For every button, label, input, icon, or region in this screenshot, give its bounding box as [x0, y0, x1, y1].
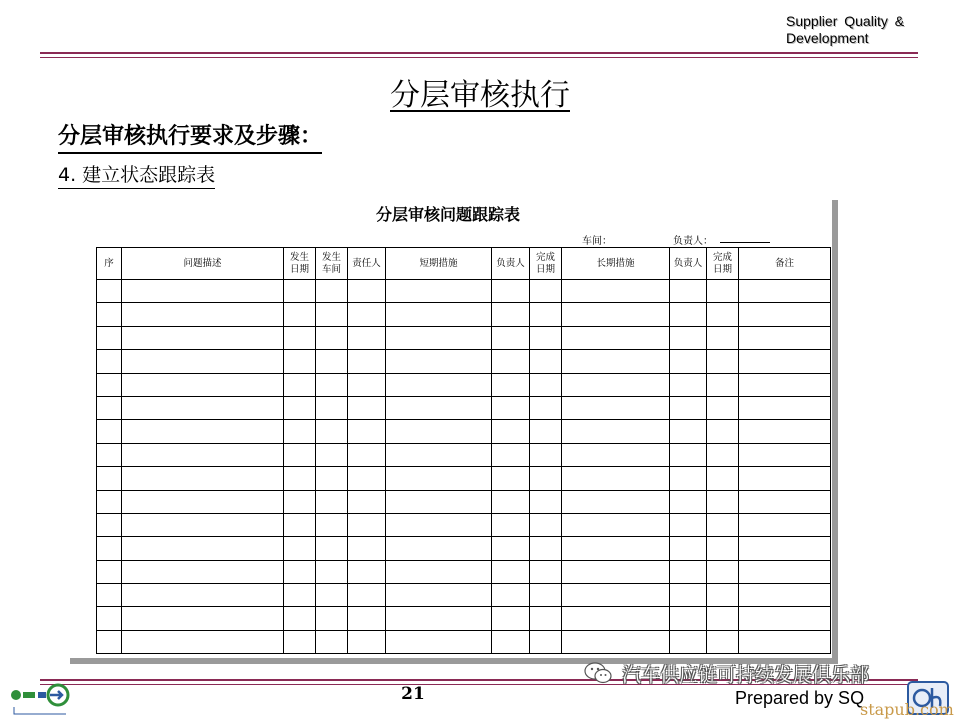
table-cell [348, 490, 386, 513]
table-cell [284, 537, 316, 560]
table-row [97, 537, 831, 560]
table-cell [739, 513, 831, 536]
table-cell [707, 537, 739, 560]
table-cell [348, 443, 386, 466]
table-row [97, 560, 831, 583]
table-cell [707, 513, 739, 536]
table-cell [707, 467, 739, 490]
table-cell [284, 467, 316, 490]
table-cell [284, 584, 316, 607]
table-cell [739, 630, 831, 653]
table-cell [122, 303, 284, 326]
table-row [97, 443, 831, 466]
table-cell [739, 280, 831, 303]
table-cell [562, 630, 670, 653]
table-cell [670, 560, 707, 583]
table-cell [530, 373, 562, 396]
table-cell [386, 396, 492, 419]
table-cell [316, 443, 348, 466]
table-cell [562, 396, 670, 419]
table-cell [97, 560, 122, 583]
table-row [97, 350, 831, 373]
table-cell [97, 513, 122, 536]
table-cell [707, 280, 739, 303]
table-cell [316, 326, 348, 349]
table-cell [97, 396, 122, 419]
table-cell [739, 373, 831, 396]
table-row [97, 280, 831, 303]
table-cell [122, 467, 284, 490]
table-cell [707, 373, 739, 396]
table-cell [739, 560, 831, 583]
table-cell [348, 396, 386, 419]
site-watermark: stapub.com [860, 700, 954, 719]
table-cell [316, 560, 348, 583]
table-cell [562, 513, 670, 536]
table-cell [492, 560, 530, 583]
table-cell [348, 467, 386, 490]
table-cell [284, 303, 316, 326]
table-cell [348, 630, 386, 653]
column-header-line2: 日期 [535, 263, 555, 275]
column-header-line1: 负责人 [673, 257, 703, 269]
table-cell [316, 396, 348, 419]
table-cell [562, 373, 670, 396]
table-cell [122, 584, 284, 607]
form-title: 分层审核问题跟踪表 [375, 205, 520, 224]
table-cell [492, 607, 530, 630]
table-cell [386, 350, 492, 373]
table-cell [348, 584, 386, 607]
table-cell [739, 396, 831, 419]
table-cell [530, 630, 562, 653]
table-cell [562, 584, 670, 607]
table-cell [670, 490, 707, 513]
table-row [97, 326, 831, 349]
slide-title-wrap [0, 70, 960, 114]
table-cell [739, 350, 831, 373]
table-cell [386, 326, 492, 349]
table-cell [386, 280, 492, 303]
column-header [739, 248, 831, 280]
table-cell [284, 490, 316, 513]
prepared-by: Prepared by SQ [735, 688, 865, 708]
column-header-line1: 备注 [774, 257, 794, 269]
table-cell [348, 280, 386, 303]
column-header [386, 248, 492, 280]
table-cell [316, 373, 348, 396]
table-cell [284, 396, 316, 419]
table-cell [530, 513, 562, 536]
table-cell [284, 420, 316, 443]
table-cell [739, 607, 831, 630]
column-header-line1: 问题描述 [183, 257, 222, 269]
table-cell [386, 560, 492, 583]
table-cell [122, 420, 284, 443]
table-row [97, 396, 831, 419]
table-cell [386, 513, 492, 536]
watermark-text: 汽车供应链可持续发展俱乐部 [622, 664, 870, 686]
column-header-line1: 发生 [321, 251, 341, 263]
column-header-line1: 长期措施 [596, 257, 635, 269]
table-cell [386, 630, 492, 653]
table-cell [707, 420, 739, 443]
header-rule-thin [40, 57, 918, 58]
table-cell [122, 490, 284, 513]
table-cell [670, 607, 707, 630]
header-rule [40, 52, 918, 54]
table-cell [530, 303, 562, 326]
table-cell [97, 584, 122, 607]
table-cell [670, 443, 707, 466]
step-heading: 4. 建立状态跟踪表 [58, 160, 215, 189]
table-cell [284, 630, 316, 653]
table-cell [707, 560, 739, 583]
table-cell [707, 490, 739, 513]
column-header-line1: 发生 [289, 251, 309, 263]
page-number: 21 [401, 684, 425, 704]
table-row [97, 490, 831, 513]
table-cell [670, 537, 707, 560]
table-cell [284, 513, 316, 536]
table-cell [530, 584, 562, 607]
table-cell [316, 513, 348, 536]
table-cell [316, 280, 348, 303]
table-cell [530, 350, 562, 373]
column-header [707, 248, 739, 280]
table-cell [386, 443, 492, 466]
table-cell [739, 303, 831, 326]
table-cell [670, 303, 707, 326]
table-cell [670, 467, 707, 490]
table-cell [707, 584, 739, 607]
table-row [97, 373, 831, 396]
org-name [786, 13, 956, 47]
table-cell [97, 420, 122, 443]
table-cell [348, 373, 386, 396]
table-cell [670, 280, 707, 303]
table-cell [492, 373, 530, 396]
table-cell [386, 490, 492, 513]
table-cell [284, 560, 316, 583]
table-cell [348, 350, 386, 373]
table-cell [97, 467, 122, 490]
table-cell [562, 467, 670, 490]
table-cell [122, 443, 284, 466]
table-cell [316, 584, 348, 607]
table-cell [97, 443, 122, 466]
table-cell [739, 326, 831, 349]
table-cell [492, 326, 530, 349]
table-cell [122, 607, 284, 630]
table-cell [284, 280, 316, 303]
table-cell [492, 350, 530, 373]
org-name-line1: Supplier Quality & [786, 13, 905, 29]
workshop-label: 车间： [582, 236, 612, 247]
column-header [562, 248, 670, 280]
column-header-line1: 责任人 [352, 257, 381, 269]
table-cell [386, 607, 492, 630]
table-cell [386, 420, 492, 443]
table-cell [530, 396, 562, 419]
table-cell [670, 630, 707, 653]
table-cell [739, 443, 831, 466]
table-cell [492, 584, 530, 607]
column-header [284, 248, 316, 280]
table-cell [284, 607, 316, 630]
table-cell [348, 326, 386, 349]
table-cell [492, 490, 530, 513]
table-cell [739, 584, 831, 607]
table-cell [97, 537, 122, 560]
table-cell [122, 537, 284, 560]
table-cell [97, 280, 122, 303]
table-cell [492, 513, 530, 536]
table-cell [492, 537, 530, 560]
table-cell [316, 607, 348, 630]
table-cell [284, 350, 316, 373]
table-cell [562, 560, 670, 583]
table-cell [97, 630, 122, 653]
table-cell [670, 373, 707, 396]
table-cell [316, 420, 348, 443]
table-cell [97, 326, 122, 349]
table-cell [284, 373, 316, 396]
table-cell [670, 396, 707, 419]
table-cell [562, 537, 670, 560]
column-header [670, 248, 707, 280]
table-cell [386, 584, 492, 607]
column-header-line1: 完成 [535, 251, 555, 263]
table-cell [562, 443, 670, 466]
table-cell [316, 467, 348, 490]
table-cell [739, 490, 831, 513]
table-cell [670, 420, 707, 443]
table-cell [562, 280, 670, 303]
table-cell [122, 373, 284, 396]
table-cell [670, 584, 707, 607]
table-cell [492, 467, 530, 490]
table-cell [492, 280, 530, 303]
table-cell [386, 467, 492, 490]
slide-subtitle: 分层审核执行要求及步骤： [58, 119, 322, 154]
table-cell [122, 630, 284, 653]
wechat-icon [584, 662, 612, 684]
table-cell [386, 373, 492, 396]
table-cell [316, 303, 348, 326]
column-header-line1: 序 [104, 257, 114, 269]
column-header-line2: 车间 [321, 263, 341, 275]
column-header-line1: 完成 [712, 251, 732, 263]
column-header [97, 248, 122, 280]
table-row [97, 420, 831, 443]
column-header [492, 248, 530, 280]
table-cell [670, 513, 707, 536]
table-row [97, 607, 831, 630]
table-cell [707, 607, 739, 630]
table-cell [122, 350, 284, 373]
table-cell [562, 303, 670, 326]
table-cell [707, 630, 739, 653]
table-cell [707, 326, 739, 349]
table-cell [530, 443, 562, 466]
table-header-row [97, 248, 831, 280]
table-cell [348, 560, 386, 583]
table-cell [562, 420, 670, 443]
table-cell [122, 560, 284, 583]
column-header-line2: 日期 [712, 263, 732, 275]
table-row [97, 467, 831, 490]
column-header-line1: 短期措施 [419, 257, 458, 269]
table-cell [707, 350, 739, 373]
table-cell [316, 490, 348, 513]
table-cell [670, 350, 707, 373]
table-cell [739, 420, 831, 443]
table-cell [97, 373, 122, 396]
table-cell [348, 607, 386, 630]
table-cell [97, 350, 122, 373]
slide-title: 分层审核执行 [390, 78, 570, 113]
owner-label: 负责人： [673, 236, 713, 247]
table-cell [530, 537, 562, 560]
table-cell [316, 350, 348, 373]
column-header-line2: 日期 [289, 263, 309, 275]
table-row [97, 630, 831, 653]
table-cell [97, 607, 122, 630]
table-cell [386, 303, 492, 326]
table-cell [562, 490, 670, 513]
owner-blank-line [720, 242, 770, 243]
table-cell [348, 303, 386, 326]
table-cell [122, 280, 284, 303]
table-cell [530, 607, 562, 630]
table-cell [530, 326, 562, 349]
table-cell [739, 537, 831, 560]
table-cell [492, 396, 530, 419]
tracking-table [96, 247, 831, 654]
table-cell [348, 537, 386, 560]
table-row [97, 513, 831, 536]
org-name-line2: Development [786, 30, 869, 46]
table-cell [122, 326, 284, 349]
table-cell [348, 420, 386, 443]
column-header [530, 248, 562, 280]
table-cell [284, 326, 316, 349]
table-cell [316, 537, 348, 560]
table-cell [562, 350, 670, 373]
table-cell [562, 326, 670, 349]
column-header [316, 248, 348, 280]
table-cell [530, 490, 562, 513]
table-cell [707, 396, 739, 419]
table-cell [562, 607, 670, 630]
table-cell [707, 303, 739, 326]
table-cell [316, 630, 348, 653]
table-cell [739, 467, 831, 490]
table-cell [122, 513, 284, 536]
table-cell [122, 396, 284, 419]
table-cell [492, 303, 530, 326]
table-cell [386, 537, 492, 560]
column-header [122, 248, 284, 280]
table-cell [348, 513, 386, 536]
column-header [348, 248, 386, 280]
table-cell [492, 443, 530, 466]
table-cell [530, 560, 562, 583]
table-cell [492, 420, 530, 443]
table-row [97, 303, 831, 326]
table-body [97, 280, 831, 654]
table-cell [530, 280, 562, 303]
table-cell [530, 467, 562, 490]
table-cell [670, 326, 707, 349]
table-cell [530, 420, 562, 443]
column-header-line1: 负责人 [496, 257, 525, 269]
table-cell [707, 443, 739, 466]
table-cell [492, 630, 530, 653]
table-cell [97, 303, 122, 326]
table-cell [97, 490, 122, 513]
table-row [97, 584, 831, 607]
table-cell [284, 443, 316, 466]
